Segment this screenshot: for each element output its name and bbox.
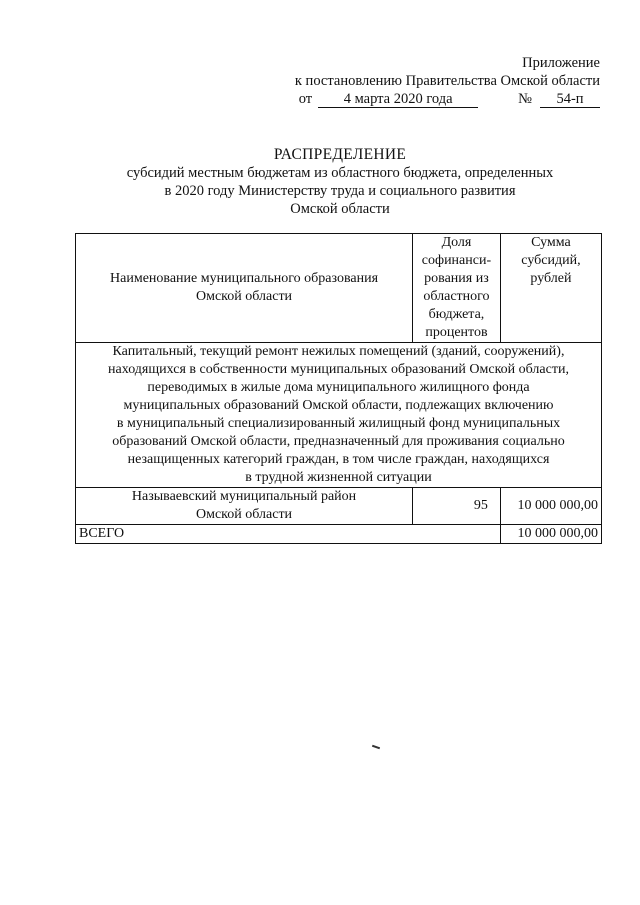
header-share-text: бюджета, [428, 307, 485, 322]
header-share-text: Доля [441, 235, 472, 250]
document-title: РАСПРЕДЕЛЕНИЕ [273, 146, 407, 163]
section-line: незащищенных категорий граждан, в том числе граждан, находящихся [127, 452, 550, 467]
section-title-cell [76, 343, 602, 488]
table-header-row [76, 234, 602, 343]
total-sum-cell: 10 000 000,00 [500, 525, 601, 544]
header-share-cell [413, 234, 501, 343]
header-sum-cell [500, 234, 601, 343]
scan-mark [372, 745, 380, 750]
header-share-text: рования из [424, 271, 489, 286]
from-label: от [298, 91, 313, 107]
table-total-row [76, 525, 602, 544]
row-share-cell: 95 [413, 488, 501, 525]
row-sum-cell: 10 000 000,00 [500, 488, 601, 525]
distribution-table [75, 233, 602, 544]
header-name-cell [76, 234, 413, 343]
header-share-text: процентов [425, 325, 488, 340]
row-name-cell [76, 488, 413, 525]
table-section-row [76, 343, 602, 488]
subtitle-line: субсидий местным бюджетам из областного бюджета, определенных [126, 165, 554, 181]
section-line: находящихся в собственности муниципальных образований Омской области, [108, 362, 569, 377]
header-sum-text: Сумма [531, 235, 571, 250]
subtitle-line: в 2020 году Министерству труда и социального развития [164, 183, 516, 199]
section-line: образований Омской области, предназначенный для проживания социально [112, 434, 565, 449]
section-line: в муниципальный специализированный жилищный фонд муниципальных [116, 416, 561, 431]
row-name-text: Называевский муниципальный район [131, 489, 357, 504]
total-label-cell: ВСЕГО [76, 525, 501, 544]
section-line: в трудной жизненной ситуации [245, 470, 432, 485]
header-share-text: областного [423, 289, 490, 304]
header-sum-text: рублей [530, 271, 572, 286]
appendix-date-line [295, 90, 600, 108]
section-line: переводимых в жилые дома муниципального жилищного фонда [147, 380, 530, 395]
section-line: Капитальный, текущий ремонт нежилых помещений (зданий, сооружений), [112, 344, 565, 359]
appendix-resolution: к постановлению Правительства Омской области [294, 73, 600, 89]
number-label: № [518, 91, 532, 107]
table-row [76, 488, 602, 525]
resolution-date: 4 марта 2020 года [318, 92, 478, 108]
header-sum-text: субсидий, [521, 253, 581, 268]
header-share-text: софинанси- [421, 253, 492, 268]
header-name-text: Омской области [195, 289, 293, 304]
resolution-number: 54-п [540, 92, 600, 108]
appendix-title: Приложение [522, 55, 600, 71]
subtitle-line: Омской области [290, 201, 390, 217]
section-line: муниципальных образований Омской области, подлежащих включению [123, 398, 554, 413]
document-heading [70, 146, 610, 218]
row-name-text: Омской области [195, 507, 293, 522]
appendix-header [295, 54, 600, 108]
header-name-text: Наименование муниципального образования [110, 271, 379, 286]
